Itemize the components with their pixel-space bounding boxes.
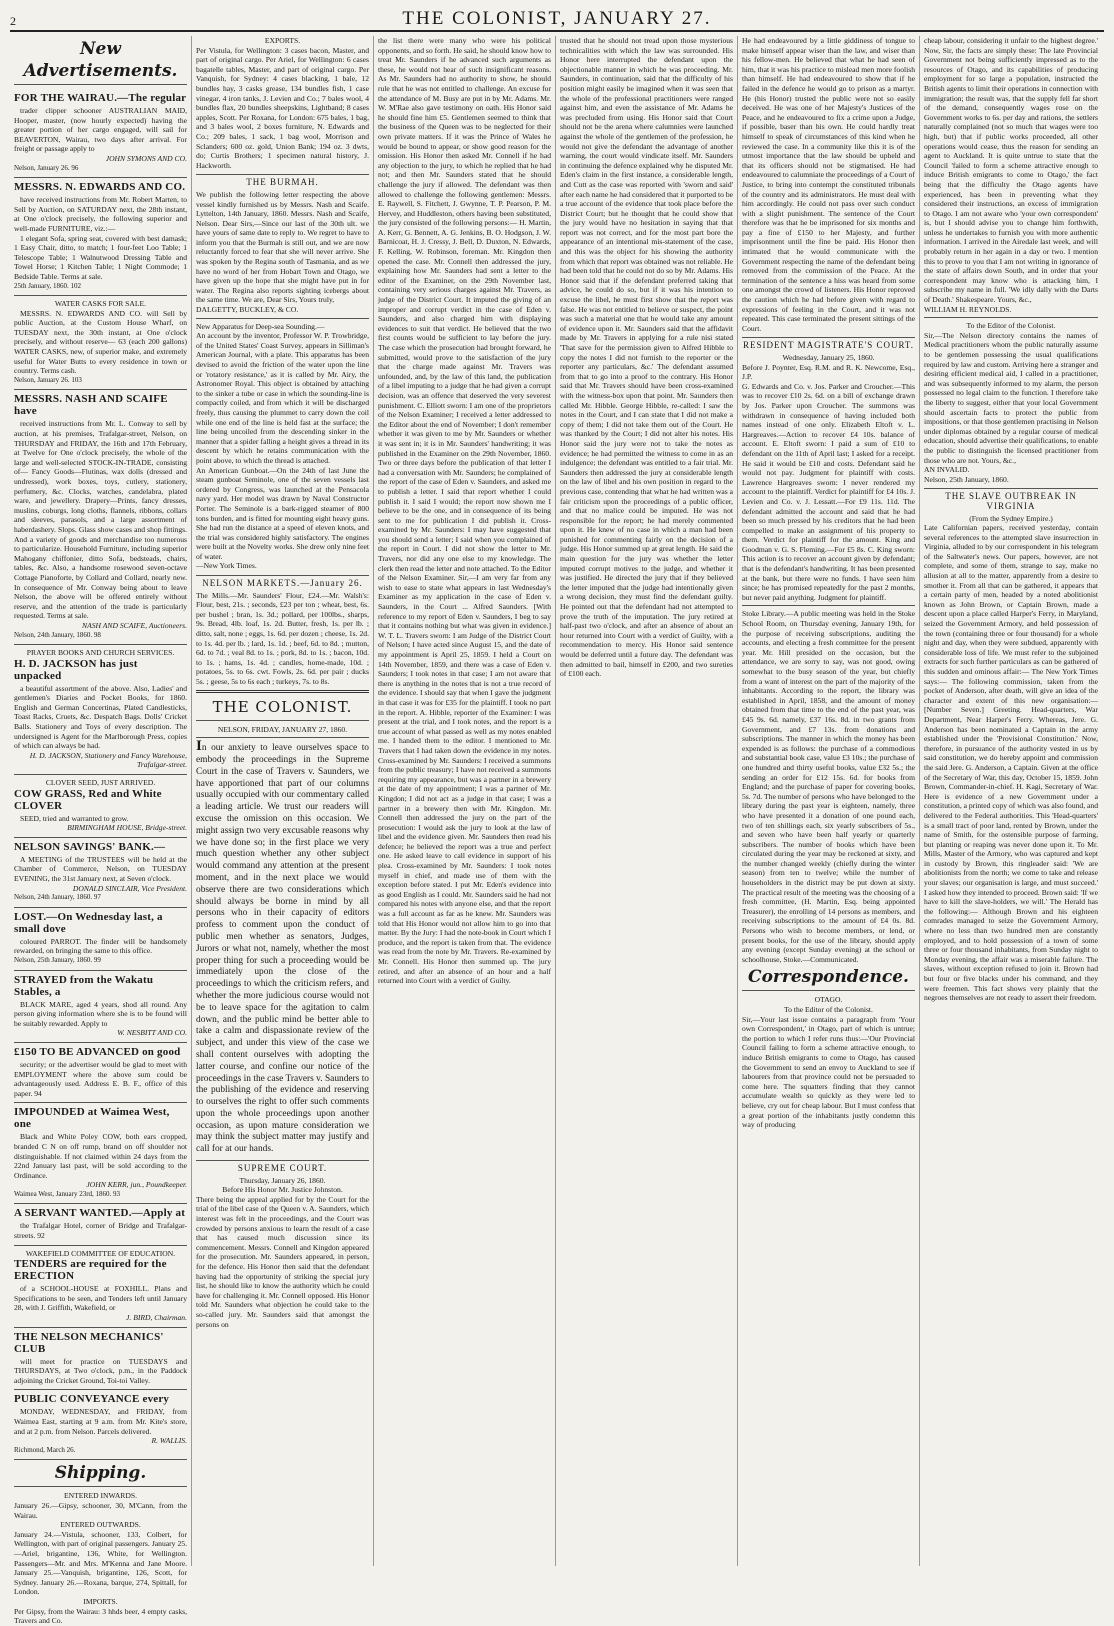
new-advertisements-heading: New Advertisements. xyxy=(14,38,187,85)
ad-savings-bank: NELSON SAVINGS' BANK.— A MEETING of the TRUSTEES will be held at the Chamber of Commerce, Nelson, on TUESDAY EVENING, the 31st January next, at Seven o'clock. DONALD SINCLAIR, Vice President. Nelson, 24th January, 1860. 97 xyxy=(14,838,187,908)
ad-mechanics-club: THE NELSON MECHANICS' CLUB will meet for practice on TUESDAYS and THURSDAYS, at Two o'clock, p.m., in the Paddock adjoining the Cricket Ground, Toi-toi Valley. xyxy=(14,1328,187,1391)
ad-strayed-mare: STRAYED from the Wakatu Stables, a BLACK MARE, aged 4 years, shod all round. Any person giving information where she is to be found will be suitably rewarded. Apply to W. NESBITT AND CO. xyxy=(14,971,187,1043)
supreme-court-report-continued: the list there were many who were his political opponents, and so forth. He said, he should know how to treat Mr. Saunders if he advanced such arguments as these, he would not hear of such insignificant reasons. As Mr. Saunders had no authority to show, he should rule that he was not entitled to challenge. An excuse for the attendance of M. Busy are put in by Mr. Adams. Mr. W. M'Rae also gave testimony on oath. His Honor said he should fine him £5. Gentlemen seemed to think that the business of the Queen was to be neglected for their own private matters. If it was the Prince of Wales he would be bound to appear, or show good reason for the omission. His Honor then asked Mr. Connell if he had any objection to the jury, to which he replied that he had not; and then Mr. Saunders stated that he should challenge the jury if allowed. The defendant was then allowed to challenge the following gentlemen: Messrs. E. Raywell, S. Fitchett, J. Gwynne, T. P. Pearson, P. M. Hervey, and Huddleston, others having been substituted, the jury consisted of the following persons:— H. Martin, A. Kerr, G. Bennett, A. G. Jenkins, B. O. Hodgson, J. W. Barnicoat, H. J. Cressy, J. Bell, D. Duxton, N. Edwards, F. Kelling, W. Robinson, foreman. Mr. Kingdon then opened the case. Mr. Connell then addressed the jury, explaining how Mr. Saunders had sent a letter to the editor of the Examiner, on the 29th November last, containing very serious charges against Mr. Travers, as judge of the District Court. It imputed the giving of an improper and corrupt verdict in the case of Eden v. Saunders, and also charged him with displaying evidences to suit that verdict. He believed that the two first counts would be sufficient to lay before the jury. The case which the prosecution had brought forward, he submitted, would prove to the satisfaction of the jury that the charge made against Mr. Travers was unfounded, and, by the law of this land, the publication of a libel imputing to a judge that he had given a corrupt decision, was an offence that deserved the very severest punishment. C. Elliott sworn: I am one of the proprietors of the Nelson Examiner; I received a letter addressed to the Editor about the end of November; I don't remember whether it was given to me by Mr. Saunders or whether it was sent in; it is in Mr. Saunders' handwriting; it was published in the Examiner on the 29th November, 1860. Two or three days before the publication of that letter I had a conversation with Mr. Saunders; he complained of the report of the case of Eden v. Saunders, and asked me to publish a letter. I said that report whether I could publish it. I said I would; the report now shown me I believe to be the one, and in consequence of its being sent to me for publication I did publish it. Cross-examined by Mr. Saunders: I may have suggested that you should send a letter; I said when you complained of the report in Court. I did not show the letter to Mr. Travers, nor did any one else to my knowledge. The clerk then read the letter and note attached. To the Editor of the Nelson Examiner. Sir,—I am very far from any wish to ease to state what appears in last Wednesday's Examiner as my application in the case of Eden v. Saunders, in the Court ... Alfred Saunders. [With reference to my report of Eden v. Saunders, I beg to say that it contains nothing but what was given in evidence.] W. T. L. Travers sworn: I am Judge of the District Court of Nelson; I have acted since August 15, and the date of my appointment is April 25, 1859. I held a Court on 14th November, 1859, and there was a case of Eden v. Saunders; I took notes in that case; I am not aware that there is anything in the notes that is not a true record of the evidence. I should say that when I gave the judgment in that case it was for £35 for the plaintiff. I took no part in the report. A. Hibble, reporter of the Examiner: I was present at the trial, and I took notes, and the report is a true account of what passed as well as my notes enabled me. I handed them to the editor. I mentioned to Mr. Travers that I had taken down the evidence in my notes. Cross-examined by Mr. Saunders: I received a summons from the public treasury; I have not received a summons requiring my appearance, but was a partner in a brewery at the date of my appointment; I was a partner of Mr. Kingdon; I did not act as a judge in that case; I was a partner in a brewery then with Mr. Kingdon. Mr. Connell then addressed the jury on the part of the prosecution: I would ask the jury to look at the law of libel and the evidence given. Mr. Saunders then read his defence; he believed the report was a true and perfect one. He asked leave to call evidence in support of his plea. Cross-examined by Mr. Saunders: I took notes myself in chief, and made use of them with the exception before stated. I put Mr. Eden's evidence into as good English as I could. Mr. Saunders said he had not compared his notes with anyone else, and that the report was a full account as far as he knew. Mr. Saunders was told that His Honor would not allow him to go into that matter. By the Jury: I had the note-book in Court which I produce, and the report is taken from that. The evidence was read from the note by Mr. Travers. Re-examined by Mr. Connell. His Honor then summed up. The jury retired, and after an absence of an hour and a half returned into Court with a verdict of Guilty. xyxy=(378,36,551,986)
sentence-text: He had endeavoured by a little giddiness of tongue to make himself appear wiser than the law, and wiser than his fellow-men. He believed that what he had seen of him, that it was his practice to mislead men more foolish than himself. He had endeavoured to show that if he failed in the defence he would go to prison as a martyr. He (his Honor) trusted the public were not so easily deceived. He was one of her Majesty's Justices of the Peace, and he endeavoured to fix a crime upon a Judge, if possible, baser than his own. He could hardly treat himself to speak of circumstances of this kind when he reviewed the case. In a community like this it is of the utmost importance that the law should be upheld and that its officers should not be stigmatised. He had endeavoured to calumniate the proceedings of a Court of Justice, to bring into contempt the constituted tribunals of the country and its administrators. He must deal with him accordingly. He could not pass over such conduct with a slight punishment. The sentence of the Court therefore was that he be imprisoned for six months and pay a fine of £150 to her Majesty, and further imprisonment until the fine be paid. His Honor then intimated that he would communicate with the Government respecting the name of the defendant being removed from the commission of the Peace. At the termination of the sentence a hiss was heard from some one amongst the crowd of listeners. His Honor reproved the caution which he had before given with regard to expressions of feeling in the Court, and it was not repeated. This case terminated the present sittings of the Court. xyxy=(742,36,915,333)
ad-nash-scaife: MESSRS. NASH AND SCAIFE have received instructions from Mr. L. Conway to sell by auction, at his premises, Trafalgar-street, Nelson, on THURSDAY and FRIDAY, the 16th and 17th February, at Twelve for One o'clock precisely, the whole of the large and well-selected STOCK-IN-TRADE, consisting of— Fancy Goods—Flutinas, wax dolls (dressed and undressed), work boxes, toys, cutlery, stationery, perfumery, &c. Clocks, watches, candelabra, plated ware, and jewellery. Drapery—Prints, fancy dresses, muslins, coburgs, long cloths, flannels, ribbons, collars and sleeves, parasols, and a large assortment of haberdashery. Slops. Glass show cases and shop fittings. And a variety of goods and merchandise too numerous to particularize. Household Furniture, including superior Mahogany chiffonier, ditto Sofa, bedsteads, chairs, tables, &c. Also, a handsome rosewood seven-octave Cottage Pianoforte, by Collard and Collard, nearly new. In consequence of Mr. Conway being about to leave Nelson, the above will be offered entirely without reserve, and the attention of the trade is particularly requested. Terms at sale. NASH AND SCAIFE, Auctioneers. Nelson, 24th January, 1860. 98 xyxy=(14,390,187,645)
column-6: cheap labour, considering it unfair to the highest degree.' Now, Sir, the facts are simply these: The late Provincial Government not being sufficiently impressed as to the resources of Otago, and its capabilities of producing employment for so large a population, instructed the British agents to limit their operations in connection with immigration; the result was, that the supply fell far short of the demand, consequently wages rose on the Government works to 6s. per day and rations, the settlers naturally complained (not so much that wages were too high, but) that if public works proceeded, all other operations would cease, thus the reason for sending an agent to Auckland. It is quite untrue to state that the Council 'failed to form a scheme attractive enough to induce British emigrants to come to Otago,' the fact being that the difficulty the Otago agents have experienced, has been in preventing what they considered their instructions, an excess of immigration to Otago. I am not aware who 'your own correspondent' is, but I should advise you to change him forthwith, unless he undertakes to furnish you with more authentic information. I arrived in the Airedale last week, and will probably return in her again in a day or two. I mention this to prove to you that I am not writing in ignorance of the state of affairs down South, and in order that your correspondent may know who is attacking him, I subscribe my name in full. 'We idly dally with the Darts of Death.' Shakespeare. Yours, &c., WILLIAM H. REYNOLDS. To the Editor of the Colonist. Sir,—The Nelson directory contains the names of Medical practitioners whom the public naturally assume to be gentlemen possessing the usual qualifications required by law and custom. Arriving here a stranger and desiring efficient medical aid, I called in a practitioner, and was subsequently informed to my alarm, the person possessed no legal claim to the function. I therefore take the liberty to suggest, either that your local Government should ascertain facts to protect the public from impositions, or that those gentlemen practising in Nelson under diplomas obtained by a regular course of medical education, should advertise their qualifications, to enable the public to distinguish the licensed practitioner from those who are not. Yours, &c., AN INVALID. Nelson, 25th January, 1860. THE SLAVE OUTBREAK IN VIRGINIA (From the Sydney Empire.) Late Californian papers, received yesterday, contain several references to the attempted slave insurrection in Virginia, alluded to by our correspondent in his telegram of the Saltwater's news. Our papers, however, are not complete, and some of them, strange to say, make no allusion at all to the matter, apparently from a desire to smother it. From all that can be gathered, it appears that a certain party of men, headed by a noted abolitionist known as John Brown, or Captain Brown, made a descent upon a place called Harper's Ferry, in Maryland, seized the Government Armory, and held possession of the town (containing three or four thousand) for a whole night and day, when they were subdued, apparently with considerable loss of life. We must refer to the subjoined extracts for such further particulars as can be gathered of this sudden and ominous affair:— The New York Times says:— The following commission, taken from the pocket of Anderson, after death, will give an idea of the character and extent of this new organisation:— [Number Seven.] Greeting. Head-quarters, War Department, Near Harper's Ferry. Whereas, Jere. G. Anderson has been nominated a Captain in the army established under the 'Provisional Constitution.' Now, therefore, in pursuance of the authority vested in us by said constitution, we do hereby appoint and commission the said Jere. G. Anderson, a Captain. Given at the office of the Secretary of War, this day, October 15, 1859. John Brown, Commander-in-chief. H. Kagi, Secretary of War. Here is evidence of a new Government under a constitution, a printed copy of which was also found, and delivered to the Federal authorities. This 'Head-quarters' is a small tract of poor land, rented by Brown, under the name of Smith, for the ostensible purpose of farming, but planting or reaping was never done upon it. To Mr. Mills, Master of the Armory, who was captured and kept in custody by Brown, this ringleader said: 'We are abolitionists from the north; we come to take and release your slaves; our organisation is large, and must succeed.' I asked how they intended to proceed. Brown said: 'If we have to kill the slave-holders, we will.' The Herald has the following:— Although Brown and his eighteen comrades managed to seize the Government Armory, where no less than two hundred men are constantly employed, and to hold possession of a town of some three or four thousand inhabitants, from Sunday night to Monday evening, the affair was a miserable failure. The slaves, without exception refused to join it. Brown had but four or five blacks under his command, and they were freemen. This fact shows very plainly that the negroes themselves are not ready to assert their freedom. xyxy=(924,36,1098,1003)
ad-water-casks: WATER CASKS FOR SALE. MESSRS. N. EDWARDS AND CO. will Sell by public Auction, at the Custom House Wharf, on TUESDAY next, the 30th instant, at One o'clock precisely, and without reserve— 63 (each 200 gallons) WATER CASKS, new, of superior make, and extremely useful for Water Butts to every residence in town or country. Terms cash. Nelson, January 26. 103 xyxy=(14,296,187,390)
page-number: 2 xyxy=(10,14,16,28)
editorial: In our anxiety to leave ourselves space to embody the proceedings in the Supreme Court in the case of Travers v. Saunders, we have apportioned that part of our columns usually occupied with our commentary called a leading article. We trust our readers will excuse the omission on this occasion. We might assign two very excusable reasons why we have done so; in the first place we very much question whether any other subject would command any attention at the present moment, and in the next place we would observe there are two considerations which should always be borne in mind by all persons who in their capacity of editors profess to comment upon the conduct of public men whether as senators, Judges, Jurors or what not, namely, whether the most proper thing for such a proceeding would be immediately upon the close of the proceedings to which the criticism refers, and whether the more judicious course would not be to leave space for the agitation to calm down, and the public mind be better able to take a calm and dispassionate review of the subject, and under this view of the case we shall content ourselves with adopting the latter course, and confine our notice of the proceedings in the case Travers v. Saunders to the publishing of the evidence and reserving to ourselves the right to offer such comments upon the whole proceedings upon another occasion, as upon mature consideration we may think the subject matter may justify and call for at our hands. xyxy=(196,738,369,1155)
column-4 xyxy=(556,36,738,1566)
saunders-defence: trusted that he should not tread upon those mysterious technicalities with which the law was surrounded. His Honor here interrupted the defendant upon the objectionable manner in which he was proceeding. Mr. Saunders, in continuation, said that the difficulty of his position might easily be imagined when it was seen that the whole of the professional practitioners were ranged against him, and even the assistance of Mr. Adams he was precluded from using. His Honor said that Court should not be the arena where calumnies were launched against the whole of the gentlemen of the profession, he would not give the defendant the advantage of another warning, the court would vindicate itself. Mr. Saunders in continuing the defence explained why he disputed Mr. Eden's claim in the first instance, a considerable length, and Cutt as the case was reported with 'sworn and said' after each name he had considered that it purported to be a true account of the evidence that took place before the District Court; but he thought that he could show that the jury would have no hesitation in saying that that report was not correct, and for the most part bore the appearance of an intentional mis-statement of the case, and this was the object for his showing the authority from which that report was obtained was not reliable. He had been told that he could not do so by Mr. Adams. His Honor said that if the defendant preferred taking that advice, he could do so, but if it was his intention to excuse the libel, he must first show that the report was false. He was not entitled to believe or suspect, the point was such a material one that he would take any amount of evidence upon it. Mr. Saunders said that the affidavit made by Mr. Travers in applying for a rule nisi stated 'That save for the permission given to Alfred Hibble to copy the notes I did not furnish to the reporter or the reporter any particulars, &c.' The defendant assumed from that to go into a proof to the contrary. His Honor said that Mr. Travers should have been cross-examined with the witness-box upon that point. Mr. Saunders then called Mr. Hibble. George Hibble, re-called: I saw the notes in the Court, and I can state that I did not make a copy of them; I did not take them out of the Court. He was thanked by the Court; I did not alter his notes. His Honor said the jury were not to take the notes as evidence; he had permitted the witness to come in as an indulgence; the defendant was entitled to a fair trial. Mr. Saunders then addressed the jury at considerable length on the law of libel and his own position in regard to the previous case, contending that what he had written was a fair criticism upon the proceedings of a public officer, and that no malice could be imputed. He was not responsible for the report; he had merely commented upon it. He knew of no case in which a man had been punished for commenting fairly on the decision of a judge. His Honor summed up at great length. He said the main question for the jury was whether the letter imputed corrupt motives to the judge, and whether it was justified. He directed the jury that if they believed the letter imputed that the judge had intentionally given a wrong decision, they must find the defendant guilty. He pointed out that the defendant had not attempted to prove the truth of the imputation. The jury retired at half-past two o'clock, and after an absence of about an hour returned into Court with a verdict of Guilty, with a recommendation to mercy. His Honor said sentence would be deferred until a future day. The defendant was then admitted to bail, himself in £200, and two sureties of £100 each. xyxy=(560,36,733,679)
ad-lost-parrot: LOST.—On Wednesday last, a small dove coloured PARROT. The finder will be handsomely rewarded, on bringing the same to this office. Nelson, 25th January, 1860. 99 xyxy=(14,908,187,971)
ad-money-advance: £150 TO BE ADVANCED on good security; or the advertiser would be glad to meet with EMPLOYMENT where the above sum could be advantageously used. Address E. B. F., office of this paper. 94 xyxy=(14,1043,187,1103)
ad-servant-wanted: A SERVANT WANTED.—Apply at the Trafalgar Hotel, corner of Bridge and Trafalgar-streets. 92 xyxy=(14,1204,187,1245)
ad-wakefield-tenders: WAKEFIELD COMMITTEE OF EDUCATION. TENDERS are required for the ERECTION of a SCHOOL-HOUSE at FOXHILL. Plans and Specifications to be seen, and Tenders left until January 28, with J. Griffith, Wakefield, or J. BIRD, Chairman. xyxy=(14,1246,187,1328)
ad-impounded: IMPOUNDED at Waimea West, one Black and White Poley COW, both ears cropped, branded C N on off rump, brand on off shoulder not distinguishable. If not claimed within 24 days from the 22nd January last past, will be sold according to the Ordinance. JOHN KERR, jun., Poundkeeper. Waimea West, January 23rd, 1860. 93 xyxy=(14,1103,187,1204)
column-1: New Advertisements. FOR THE WAIRAU.—The regular trader clipper schooner AUSTRALIAN MAID, Hooper, master, (now hourly expected) having the greater portion of her cargo engaged, will sail for BEAVERTON, Wairau, two days after arrival. For freight or passage apply to JOHN SYMONS AND CO. Nelson, January 26. 96 MESSRS. N. EDWARDS AND CO. have received instructions from Mr. Robert Marten, to Sell by Auction, on SATURDAY next, the 28th instant, at One o'clock precisely, the following superior and well-made FURNITURE, viz.:— 1 elegant Sofa, spring seat, covered with best damask; 1 Easy Chair, ditto, to match; 1 four-feet Loo Table; 1 Telescope Table; 1 Walnutwood Dressing Table and Towel Horse; 1 Kitchen Table; 1 Night Commode; 1 Bedside Table. Terms at sale. 25th January, 1860. 102 WATER CASKS FOR SALE. MESSRS. N. EDWARDS AND CO. will Sell by public Auction, at the Custom House Wharf, on TUESDAY next, the 30th instant, at One o'clock precisely, and without reserve— 63 (each 200 gallons) WATER CASKS, new, of superior make, and extremely useful for Water Butts to every residence in town or country. Terms cash. Nelson, January 26. 103 MESSRS. NASH AND SCAIFE have received instructions from Mr. L. Conway to sell by auction, at his premises, Trafalgar-street, Nelson, on THURSDAY and FRIDAY, the 16th and 17th February, at Twelve for One o'clock precisely, the whole of the large and well-selected STOCK-IN-TRADE, consisting of— Fancy Goods—Flutinas, wax dolls (dressed and undressed), work boxes, toys, cutlery, stationery, perfumery, &c. Clocks, watches, candelabra, plated ware, and jewellery. Drapery—Prints, fancy dresses, muslins, coburgs, long cloths, flannels, ribbons, collars and sleeves, parasols, and a large assortment of haberdashery. Slops. Glass show cases and shop fittings. And a variety of goods and merchandise too numerous to particularize. Household Furniture, including superior Mahogany chiffonier, ditto Sofa, bedsteads, chairs, tables, &c. Also, a handsome rosewood seven-octave Cottage Pianoforte, by Collard and Collard, nearly new. In consequence of Mr. Conway being about to leave Nelson, the above will be offered entirely without reserve, and the attention of the trade is particularly requested. Terms at sale. NASH AND SCAIFE, Auctioneers. Nelson, 24th January, 1860. 98 PRAYER BOOKS AND CHURCH SERVICES. H. D. JACKSON has just unpacked a beautiful assortment of the above. Also, Ladies' and gentlemen's Diaries and Pocket Books, for 1860. English and German Concertinas, Plated Candlesticks, Toast Racks, Cruets, &c. Despatch Bags. Dolls' Cricket Balls. Stationery and Toys of every description. The undersigned is Agent for the Marlborough Press, copies of which can always be had. H. D. JACKSON, Stationery and Fancy Warehouse, Trafalgar-street. CLOVER SEED, JUST ARRIVED. COW GRASS, Red and White CLOVER SEED, tried and warranted to grow. BIRMINGHAM HOUSE, Bridge-street. NELSON SAVINGS' BANK.— A MEETING of the TRUSTEES will be held at the Chamber of Commerce, Nelson, on TUESDAY EVENING, the 31st January next, at Seven o'clock. DONALD SINCLAIR, Vice President. Nelson, 24th January, 1860. 97 LOST.—On Wednesday last, a small dove coloured PARROT. The finder will be handsomely rewarded, on bringing the same to this office. Nelson, 25th January, 1860. 99 STRAYED from the Wakatu Stables, a BLACK MARE, aged 4 years, shod all round. Any person giving information where she is to be found will be suitably rewarded. Apply to W. NESBITT AND CO. £150 TO BE ADVANCED on good security; or the advertiser would be glad to meet with EMPLOYMENT where the above sum could be advantageously used. Address E. B. F., office of this paper. 94 IMPOUNDED at Waimea West, one Black and White Poley COW, both ears cropped, branded C N on off rump, brand on off shoulder not distinguishable. If not claimed within 24 days from the 22nd January last past, will be sold according to the Ordinance. JOHN KERR, jun., Poundkeeper. Waimea West, January 23rd, 1860. 93 A SERVANT WANTED.—Apply at the Trafalgar Hotel, corner of Bridge and Trafalgar-streets. 92 WAKEFIELD COMMITTEE OF EDUCATION. TENDERS are required for the ERECTION of a SCHOOL-HOUSE at FOXHILL. Plans and Specifications to be seen, and Tenders left until January 28, with J. Griffith, Wakefield, or J. BIRD, Chairman. THE NELSON MECHANICS' CLUB will meet for practice on TUESDAYS and THURSDAYS, at Two o'clock, p.m., in the Paddock adjoining the Cricket Ground, Toi-toi Valley. PUBLIC CONVEYANCE every MONDAY, WEDNESDAY, and FRIDAY, from Waimea East, starting at 9 a.m. from Mr. Kite's store, and at 2 p.m. from Nelson. Parcels delivered. R. WALLIS. Richmond, March 26. Shipping. ENTERED INWARDS. January 26.—Gipsy, schooner, 30, M'Cann, from the Wairau. ENTERED OUTWARDS. January 24.—Vistula, schooner, 133, Colbert, for Wellington, with part of original passengers. January 25.—Ariel, brigantine, 136, White, for Wellington. Passengers—Mr. and Mrs. M'Kenna and Jane Moore. January 25.—Vanquish, brigantine, 126, Scott, for Sydney. January 26.—Roxana, barque, 274, Spittall, for London. IMPORTS. Per Gipsy, from the Wairau: 3 hhds beer, 4 empty casks, Travers and Co. xyxy=(10,36,192,1566)
column-5: He had endeavoured by a little giddiness of tongue to make himself appear wiser than the law, and wiser than his fellow-men. He believed that what he had seen of him, that it was his practice to mislead men more foolish than himself. He had endeavoured to show that if he failed in the defence he would go to prison as a martyr. He (his Honor) trusted the public were not so easily deceived. He was one of her Majesty's Justices of the Peace, and he endeavoured to fix a crime upon a Judge, if possible, baser than his own. He could hardly treat himself to speak of circumstances of this kind when he reviewed the case. In a community like this it is of the utmost importance that the law should be upheld and that its officers should not be stigmatised. He had endeavoured to calumniate the proceedings of a Court of Justice, to bring into contempt the constituted tribunals of the country and its administrators. He must deal with him accordingly. He could not pass over such conduct with a slight punishment. The sentence of the Court therefore was that he be imprisoned for six months and pay a fine of £150 to her Majesty, and further imprisonment until the fine be paid. His Honor then intimated that he would communicate with the Government respecting the name of the defendant being removed from the commission of the Peace. At the termination of the sentence a hiss was heard from some one amongst the crowd of listeners. His Honor reproved the caution which he had before given with regard to expressions of feeling in the Court, and it was not repeated. This case terminated the present sittings of the Court. RESIDENT MAGISTRATE'S COURT. Wednesday, January 25, 1860. Before J. Poynter, Esq. R.M. and R. K. Newcome, Esq., J.P. G. Edwards and Co. v. Jos. Parker and Croucher.—This was to recover £10 2s. 6d. on a bill of exchange drawn by Jos. Parker upon Croucher. The summons was withdrawn in consequence of having included both names instead of one only. Elizabeth Eltoft v. L. Hargreaves.—Action to recover £4 10s. balance of account. E. Eltoft sworn: I paid a sum of £10 to defendant on the 11th of April last; I asked for a receipt. He said it would be £10 and costs. Defendant said he would not pay. Judgment for plaintiff with costs. Lawrence Hargreaves sworn: I never rendered my account to the plaintiff. Verdict for plaintiff for £4 10s. J. Levien and Co. v. J. Lessatt.—For £9 11s. 11d. The defendant admitted the account and said that he had been so much pressed by his creditors that he had been compelled to make an assignment of his property to them. Verdict for plaintiff for the amount. King and Goodman v. G. S. Fleming.—For £5 8s. C. King sworn: This action is to recover an account given by defendant; that is the defendant's handwriting. It has been presented at the bank, but there were no funds. I have seen him since; he has promised repeatedly for the past 2 months, but never paid anything. Judgment for plaintiff. Stoke Library.—A public meeting was held in the Stoke School Room, on Thursday evening, January 19th, for the purpose of receiving subscriptions, auditing the accounts, and electing a fresh committee for the present year. Mr. Hill presided on the occasion, but the attendance, we are sorry to say, was not good, owing somewhat to the busy season of the year, but chiefly from a want of interest on the part of the majority of the inhabitants. According to the report, the library was established in April, 1858, and the amount of money obtained from that time to the end of the past year, was £45 9s. 6d. namely, £37 16s. 8d. in two grants from Government, and £7 13s. from donations and subscriptions. The manner in which the money has been expended is as follows: the purchase of a commodious and substantial book case, value £3 10s.; the purchase of one hundred and thirty useful books, value £32 5s.; the sending an order for £12 15s. 6d. for books from England; and the purchase of paper for covering books, 5s. 7d. The number of persons who have belonged to the library during the past year is eighteen, namely, three who have presented it a donation of one pound each, two of ten shillings each, six yearly subscribers of 5s., and seven who have been half yearly or quarterly subscribers. The number of books which have been circulated during the year may be reckoned at sixty, and the number changed weekly (chiefly during the winter season) from ten to twelve; while the number of householders in the district may be put down at sixty. The practical result of the meeting was the choosing of a fresh committee, (H. Martin, Esq. being appointed Treasurer), the enrolling of 14 persons as members, and receiving subscriptions to the amount of £4 0s. 8d. Persons who wish to become members, or lend, or present books, for the use of the library, should apply any evening (except Sunday evening) at the school or schoolhouse, Stoke.—Communicated. Correspondence. OTAGO. To the Editor of the Colonist. Sir,—Your last issue contains a paragraph from 'Your own Correspondent,' in Otago, part of which is untrue; the portion to which I refer runs thus:—'Our Provincial Council failing to form a scheme attractive enough, to induce British emigrants to come to Otago, has caused the Government to send an envoy to Auckland to see if labourers from that province could not be persuaded to come here. The squatters finding that they cannot accumulate wealth so quickly as they were led to believe, cry out for cheap labour. But I must confess that a great portion of the inhabitants justly condemn this way of producing xyxy=(738,36,920,1566)
ad-clover: CLOVER SEED, JUST ARRIVED. COW GRASS, Red and White CLOVER SEED, tried and warranted to grow. BIRMINGHAM HOUSE, Bridge-street. xyxy=(14,775,187,838)
ad-jackson: PRAYER BOOKS AND CHURCH SERVICES. H. D. JACKSON has just unpacked a beautiful assortment of the above. Also, Ladies' and gentlemen's Diaries and Pocket Books, for 1860. English and German Concertinas, Plated Candlesticks, Toast Racks, Cruets, &c. Despatch Bags. Dolls' Cricket Balls. Stationery and Toys of every description. The undersigned is Agent for the Marlborough Press, copies of which can always be had. H. D. JACKSON, Stationery and Fancy Warehouse, Trafalgar-street. xyxy=(14,645,187,775)
ad-edwards-furniture: MESSRS. N. EDWARDS AND CO. have received instructions from Mr. Robert Marten, to Sell by Auction, on SATURDAY next, the 28th instant, at One o'clock precisely, the following superior and well-made FURNITURE, viz.:— 1 elegant Sofa, spring seat, covered with best damask; 1 Easy Chair, ditto, to match; 1 four-feet Loo Table; 1 Telescope Table; 1 Walnutwood Dressing Table and Towel Horse; 1 Kitchen Table; 1 Night Commode; 1 Bedside Table. Terms at sale. 25th January, 1860. 102 xyxy=(14,178,187,296)
columns xyxy=(10,36,1104,1626)
colonist-heading: THE COLONIST. xyxy=(196,696,369,721)
correspondence-heading: Correspondence. xyxy=(742,966,915,991)
newspaper-title: THE COLONIST, JANUARY 27. xyxy=(402,8,712,29)
shipping-heading: Shipping. xyxy=(14,1462,187,1487)
ad-wairau: FOR THE WAIRAU.—The regular trader clipper schooner AUSTRALIAN MAID, Hooper, master, (now hourly expected) having the greater portion of her cargo engaged, will sail for BEAVERTON, Wairau, two days after arrival. For freight or passage apply to JOHN SYMONS AND CO. Nelson, January 26. 96 xyxy=(14,89,187,178)
column-2: EXPORTS. Per Vistula, for Wellington: 3 cases bacon, Master, and part of original cargo. Per Ariel, for Wellington: 6 cases bagatelle tables, Master, and part of original cargo. Per Vanquish, for Sydney: 4 cases blacking, 1 bale, 12 bundles hay, 3 casks grease, 134 bundles fish, 1 case vinegar, 4 iron tanks, J. Levien and Co.; 7 bales wool, 4 bundles flax, 20 bundles sheepskins, Lightband; 8 cases apples, Scott. Per Roxana, for London: 675 bales, 1 bag, and 3 bales wool, 2 boxes furniture, N. Edwards and Co.; 209 bales, 1 sack, 1 bag wool, Morrison and Sclanders; 600 oz. gold, Union Bank; 194 oz. 3 dwts, do; Curtis Brothers; 1 specimen natural history, J. Hackworth. THE BURMAH. We publish the following letter respecting the above vessel kindly furnished us by Messrs. Nash and Scaife. Lyttelton, 14th January, 1860. Messrs. Nash and Scaife, Nelson. Dear Sirs,—Since our last of the 30th ult. we have yours of same date to reply to. We regret to have to inform you that the Burmah is still out, and we are now reluctantly forced to fear that she will never arrive. She was spoken by the Regina south of Tasmania, and as we have no word of her from Hobart Town and Otago, we have given up the hope that she might have put in for water. The Regina also reports sighting icebergs about the same time. We are, Dear Sirs, Yours truly, DALGETTY, BUCKLEY, & CO. New Apparatus for Deep-sea Sounding.— An account by the inventor, Professor W. P. Trowbridge, of the United States' Coast Survey, appears in Silliman's American Journal, with a plate. This apparatus has been devised to avoid the friction of the water upon the line or 'rotatory resistance,' as it is called by Mr. Airy, the Astronomer Royal. This object is obtained by attaching to the sinker a tube or case in which the sounding-line is compactly coiled, and from which it will be discharged freely, thus causing the plummet to carry down the coil while one end of the line is held fast at the surface; the line being uncoiled from the descending sinker in the manner that a spider falling a height gives a thread in its descent by which he retains communication with the point above, to which the thread is attached. An American Gunboat.—On the 24th of last June the steam gunboat Seminole, one of the seven vessels last ordered by Congress, was launched at the Pensacola navy yard. Her model was drawn by Naval Constructor Porter. The Seminole is a bark-rigged steamer of 800 tons burden, and is fitted for mounting eight heavy guns. She had run the distance at a speed of eleven knots, and the trial was considered highly satisfactory. The engines were built at the Novelty works. She drew only nine feet of water. —New York Times. NELSON MARKETS.—January 26. The Mills.—Mr. Saunders' Flour, £24.—Mr. Walsh's: Flour, best, 21s. ; seconds, £23 per ton ; wheat, best, 6s. per bushel ; bran, 1s. 3d.; pollard, per 100lbs., sharps, 9s. Bread, 4lb. loaf, 1s. 2d. Butter, fresh, 1s. per lb. ; ditto, salt, none ; eggs, 1s. 6d. per dozen ; cheese, 1s. 2d. to 1s. 4d. per lb. ; lard, 1s. 1d. ; beef, 6d. to 8d. ; mutton, 6d. to 7d. ; veal 8d. to 1s. ; pork, 8d. to 1s. ; bacon, 10d. to 1s. ; hams, 1s. 4d. ; candles, home-made, 10d. ; potatoes, 5s. to 6s. cwt. Fowls, 2s. 6d. per pair ; ducks 5s. ; geese, 5s to 6s each ; turkeys, 7s. to 8s. THE COLONIST. NELSON, FRIDAY, JANUARY 27, 1860. In our anxiety to leave ourselves space to embody the proceedings in the Supreme Court in the case of Travers v. Saunders, we have apportioned that part of our columns usually occupied with our commentary called a leading article. We trust our readers will excuse the omission on this occasion. We might assign two very excusable reasons why we have done so; in the first place we very much question whether any other subject would command any attention at the present moment, and in the next place we would observe there are two considerations which should always be borne in mind by all persons who in their capacity of editors profess to comment upon the conduct of public men whether as senators, Judges, Jurors or what not, namely, whether the most proper thing for such a proceeding would be immediately upon the close of the proceedings to which the criticism refers, and whether the more judicious course would not be to leave space for the agitation to calm down, and the public mind be better able to take a calm and dispassionate review of the subject, and under this view of the case we shall content ourselves with adopting the latter course, and confine our notice of the proceedings in the case Travers v. Saunders to the publishing of the evidence and reserving to ourselves the right to offer such comments upon the whole proceedings upon another occasion, as upon mature consideration we may think the subject matter may justify and call for at our hands. SUPREME COURT. Thursday, January 26, 1860. Before His Honor Mr. Justice Johnston. There being the appeal applied for by the Court for the trial of the libel case of the Queen v. A. Saunders, which interest was felt in the proceedings, and the Court was crowded by persons anxious to learn the result of a case that has caused much discussion since its commencement. Messrs. Connell and Kingdon appeared for the prosecution. Mr. Saunders appeared, in person, for the defence. His Honor then said that the defendant having had the opportunity of striking the special jury list, he should like to know the authority which he could have for challenging it. Mr. Connell opposed. His Honor told Mr. Saunders what objection he could take to the so-called jury. Mr. Saunders said that amongst the persons on xyxy=(192,36,374,1566)
column-3 xyxy=(374,36,556,1566)
ad-public-conveyance: PUBLIC CONVEYANCE every MONDAY, WEDNESDAY, and FRIDAY, from Waimea East, starting at 9 a.m. from Mr. Kite's store, and at 2 p.m. from Nelson. Parcels delivered. R. WALLIS. Richmond, March 26. xyxy=(14,1390,187,1460)
masthead xyxy=(10,6,1104,32)
